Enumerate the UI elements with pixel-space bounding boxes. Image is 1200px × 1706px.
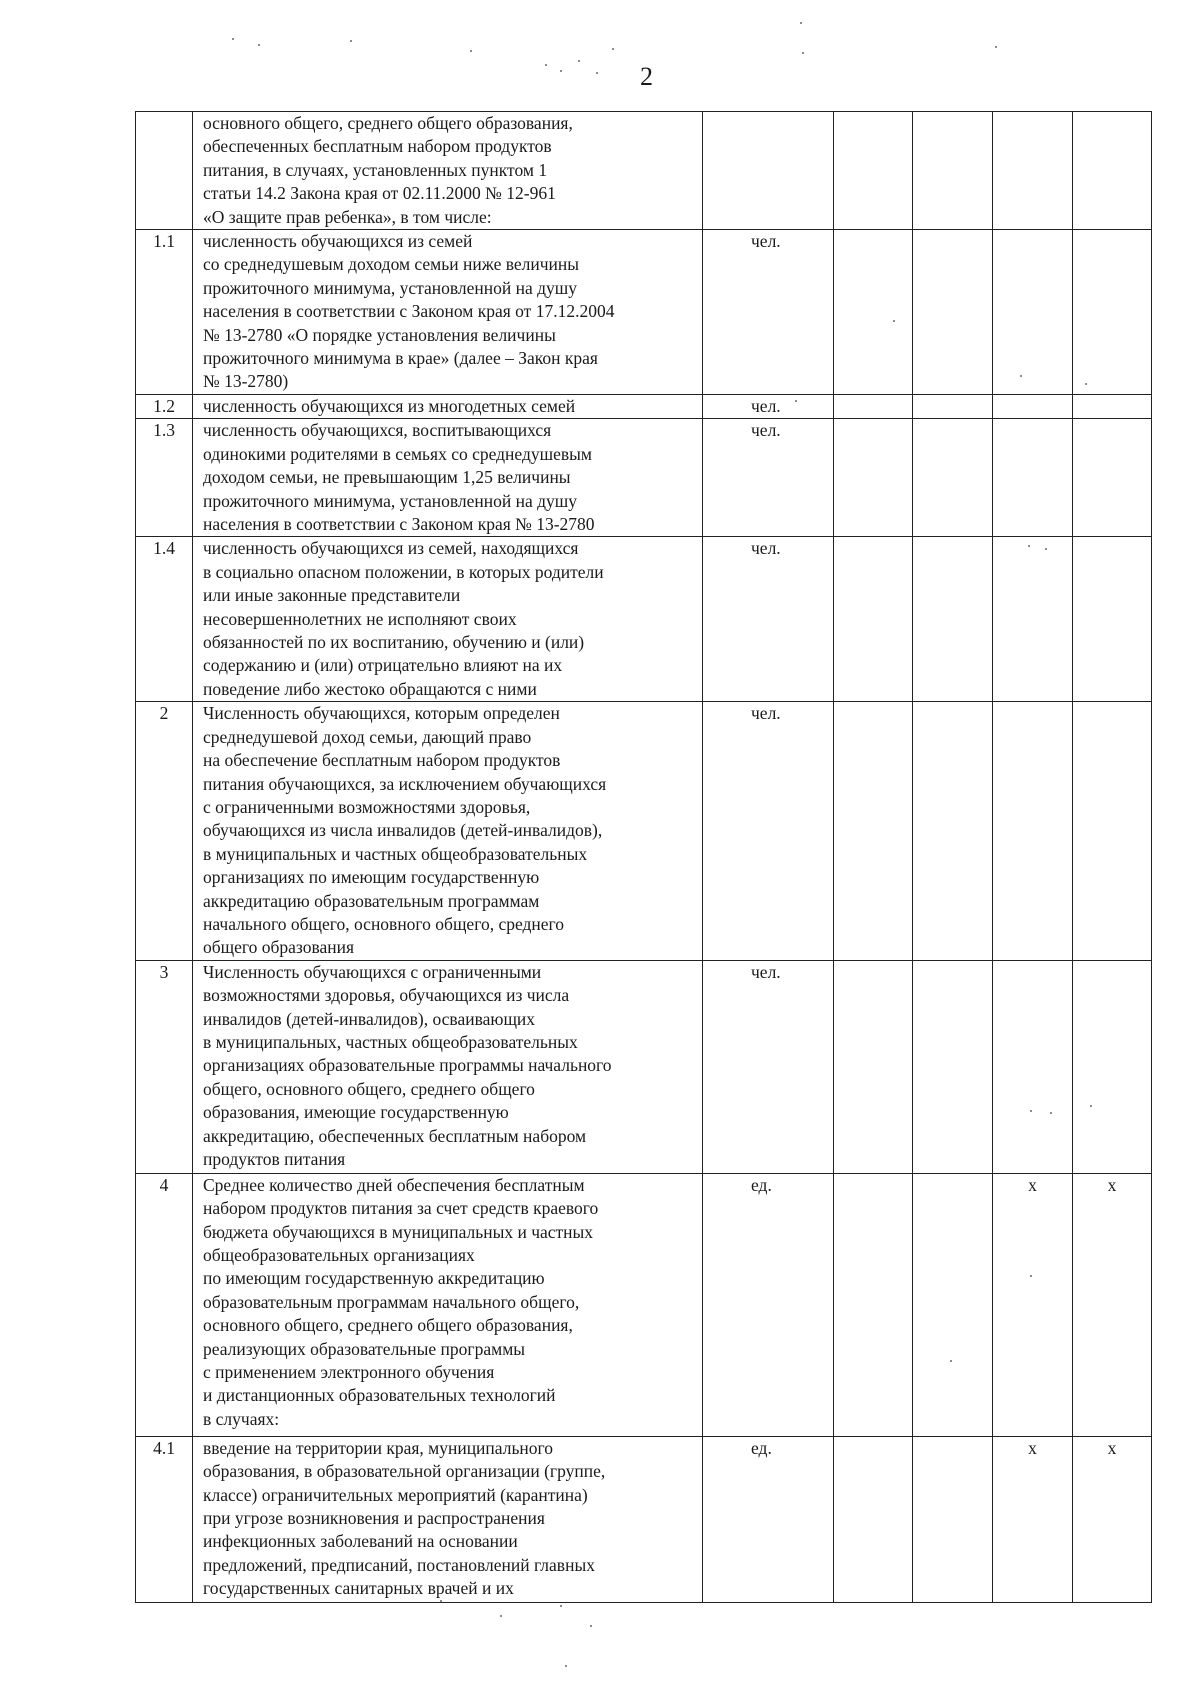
table-row xyxy=(136,1436,1152,1602)
row-mark-cell: х xyxy=(1073,1173,1152,1436)
row-unit: ед. xyxy=(703,1173,834,1436)
row-mark-cell xyxy=(993,960,1073,1173)
row-value-cell xyxy=(913,960,993,1173)
row-unit: чел. xyxy=(703,419,834,537)
table-row xyxy=(136,702,1152,960)
row-unit: чел. xyxy=(703,230,834,395)
row-mark-cell xyxy=(993,394,1073,418)
table-row xyxy=(136,537,1152,702)
row-unit: ед. xyxy=(703,1436,834,1602)
row-value-cell xyxy=(834,419,913,537)
row-indicator-text: введение на территории края, муниципального образования, в образовательной организации (группе, классе) ограничительных мероприятий (карантина) при угрозе возникновения и распространения инфекционных заболеваний на основании предложений, предписаний, постановлений главных государственных санитарных врачей и их xyxy=(193,1436,703,1602)
row-mark-cell xyxy=(993,112,1073,230)
row-mark-cell xyxy=(1073,394,1152,418)
row-value-cell xyxy=(913,230,993,395)
indicators-table xyxy=(135,111,1152,1603)
row-mark-cell xyxy=(993,702,1073,960)
row-value-cell xyxy=(913,419,993,537)
row-value-cell xyxy=(834,112,913,230)
table-row xyxy=(136,230,1152,395)
row-value-cell xyxy=(834,537,913,702)
row-number xyxy=(136,112,193,230)
row-indicator-text: Численность обучающихся с ограниченными возможностями здоровья, обучающихся из числа инвалидов (детей-инвалидов), осваивающих в муниципальных, частных общеобразовательных организациях образовательные программы начального общего, основного общего, среднего общего образования, имеющие государственную аккредитацию, обеспеченных бесплатным набором продуктов питания xyxy=(193,960,703,1173)
row-mark-cell: х xyxy=(1073,1436,1152,1602)
row-value-cell xyxy=(913,1173,993,1436)
row-mark-cell: х xyxy=(993,1436,1073,1602)
table-row xyxy=(136,112,1152,230)
row-number: 1.3 xyxy=(136,419,193,537)
row-value-cell xyxy=(834,702,913,960)
row-value-cell xyxy=(913,537,993,702)
row-unit: чел. xyxy=(703,537,834,702)
table-row xyxy=(136,419,1152,537)
row-number: 3 xyxy=(136,960,193,1173)
row-value-cell xyxy=(913,702,993,960)
row-mark-cell xyxy=(1073,960,1152,1173)
row-value-cell xyxy=(834,1173,913,1436)
row-value-cell xyxy=(913,112,993,230)
row-number: 4.1 xyxy=(136,1436,193,1602)
row-indicator-text: основного общего, среднего общего образования, обеспеченных бесплатным набором продуктов питания, в случаях, установленных пунктом 1 статьи 14.2 Закона края от 02.11.2000 № 12-961 «О защите прав ребенка», в том числе: xyxy=(193,112,703,230)
row-number: 1.4 xyxy=(136,537,193,702)
row-mark-cell xyxy=(1073,112,1152,230)
row-mark-cell xyxy=(1073,702,1152,960)
row-indicator-text: численность обучающихся, воспитывающихся одинокими родителями в семьях со среднедушевым доходом семьи, не превышающим 1,25 величины прожиточного минимума, установленной на душу населения в соответствии с Законом края № 13-2780 xyxy=(193,419,703,537)
row-value-cell xyxy=(834,960,913,1173)
row-indicator-text: Среднее количество дней обеспечения бесплатным набором продуктов питания за счет средств краевого бюджета обучающихся в муниципальных и частных общеобразовательных организациях по имеющим государственную аккредитацию образовательным программам начального общего, основного общего, среднего общего образования, реализующих образовательные программы с применением электронного обучения и дистанционных образовательных технологий в случаях: xyxy=(193,1173,703,1436)
row-value-cell xyxy=(913,394,993,418)
row-unit: чел. xyxy=(703,960,834,1173)
row-mark-cell xyxy=(1073,419,1152,537)
row-number: 1.1 xyxy=(136,230,193,395)
row-mark-cell xyxy=(993,537,1073,702)
table-row xyxy=(136,960,1152,1173)
row-number: 2 xyxy=(136,702,193,960)
row-number: 1.2 xyxy=(136,394,193,418)
row-unit: чел. xyxy=(703,394,834,418)
row-value-cell xyxy=(834,1436,913,1602)
table-row xyxy=(136,394,1152,418)
row-value-cell xyxy=(834,394,913,418)
row-indicator-text: численность обучающихся из семей, находящихся в социально опасном положении, в которых родители или иные законные представители несовершеннолетних не исполняют своих обязанностей по их воспитанию, обучению и (или) содержанию и (или) отрицательно влияют на их поведение либо жестоко обращаются с ними xyxy=(193,537,703,702)
row-mark-cell: х xyxy=(993,1173,1073,1436)
row-unit: чел. xyxy=(703,702,834,960)
row-value-cell xyxy=(913,1436,993,1602)
table-row xyxy=(136,1173,1152,1436)
row-indicator-text: Численность обучающихся, которым определен среднедушевой доход семьи, дающий право на обеспечение бесплатным набором продуктов питания обучающихся, за исключением обучающихся с ограниченными возможностями здоровья, обучающихся из числа инвалидов (детей-инвалидов), в муниципальных и частных общеобразовательных организациях по имеющим государственную аккредитацию образовательным программам начального общего, основного общего, среднего общего образования xyxy=(193,702,703,960)
row-mark-cell xyxy=(1073,537,1152,702)
row-indicator-text: численность обучающихся из многодетных семей xyxy=(193,394,703,418)
row-number: 4 xyxy=(136,1173,193,1436)
row-value-cell xyxy=(834,230,913,395)
row-indicator-text: численность обучающихся из семей со среднедушевым доходом семьи ниже величины прожиточного минимума, установленной на душу населения в соответствии с Законом края от 17.12.2004 № 13-2780 «О порядке установления величины прожиточного минимума в крае» (далее – Закон края № 13-2780) xyxy=(193,230,703,395)
row-mark-cell xyxy=(1073,230,1152,395)
row-mark-cell xyxy=(993,419,1073,537)
row-unit xyxy=(703,112,834,230)
row-mark-cell xyxy=(993,230,1073,395)
page-number: 2 xyxy=(640,62,653,91)
